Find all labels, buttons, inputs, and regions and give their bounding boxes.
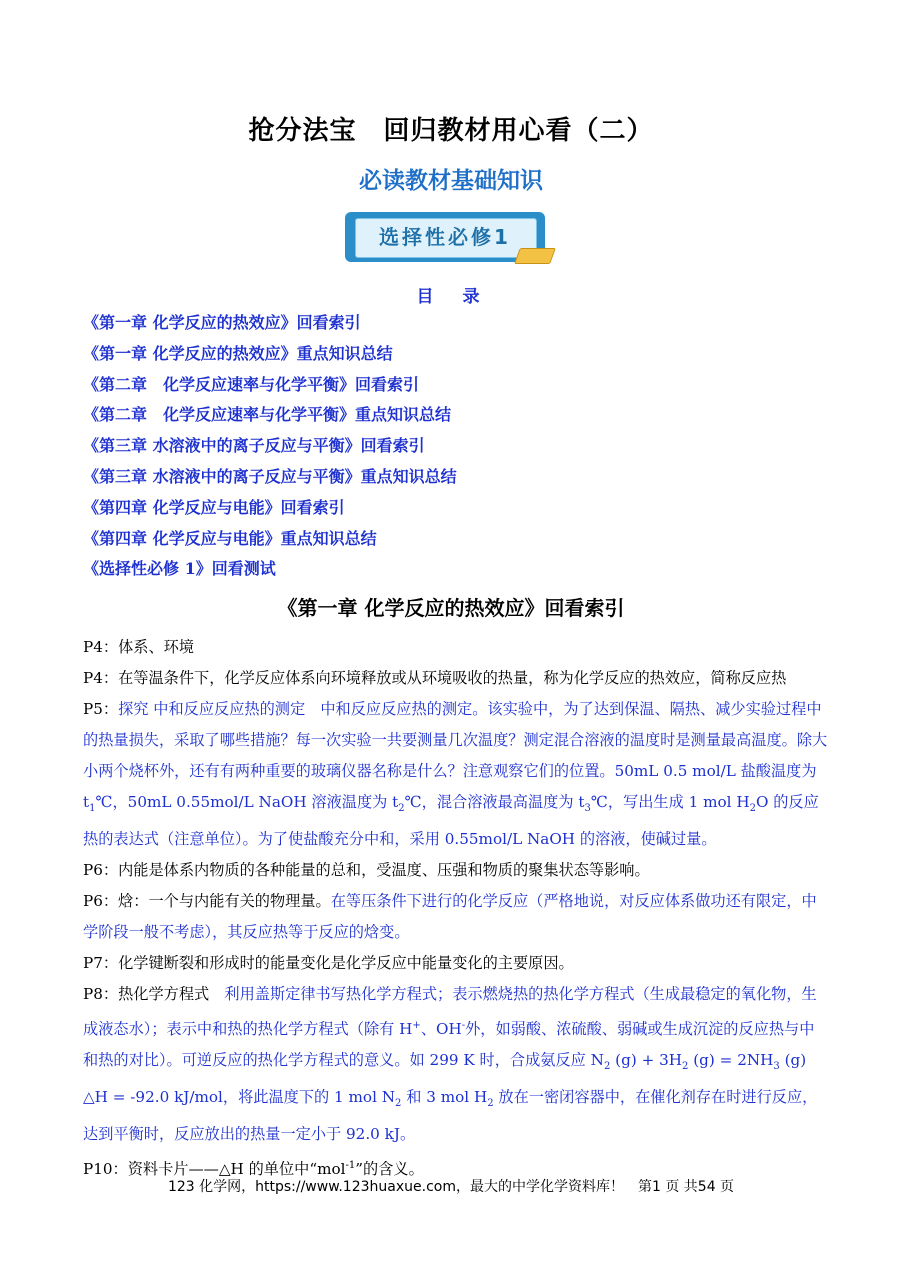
book-icon bbox=[514, 248, 556, 264]
table-of-contents bbox=[83, 312, 823, 589]
paragraph-p6-internal-energy: P6：内能是体系内物质的各种能量的总和，受温度、压强和物质的聚集状态等影响。 bbox=[83, 861, 650, 880]
paragraph-p4-system: P4：体系、环境 bbox=[83, 638, 195, 656]
toc-item-review-test[interactable]: 《选择性必修 1》回看测试 bbox=[83, 559, 276, 579]
page-subtitle: 必读教材基础知识 bbox=[359, 167, 543, 194]
section-title: 《第一章 化学反应的热效应》回看索引 bbox=[277, 596, 625, 620]
paragraph-p6-enthalpy: P6：焓：一个与内能有关的物理量。在等压条件下进行的化学反应（严格地说，对反应体系做功还有限定，中学阶段一般不考虑），其反应热等于反应的焓变。 bbox=[83, 892, 817, 942]
toc-item-ch3-summary[interactable]: 《第三章 水溶液中的离子反应与平衡》重点知识总结 bbox=[83, 466, 457, 486]
section-content bbox=[83, 632, 828, 1185]
page-title: 抢分法宝 回归教材用心看（二） bbox=[248, 116, 654, 146]
toc-item-ch2-index[interactable]: 《第二章 化学反应速率与化学平衡》回看索引 bbox=[83, 374, 420, 394]
toc-item-ch2-summary[interactable]: 《第二章 化学反应速率与化学平衡》重点知识总结 bbox=[83, 405, 452, 425]
page-footer: 123 化学网，https://www.123huaxue.com，最大的中学化学资料库！ 第1 页 共54 页 bbox=[167, 1179, 735, 1195]
section-badge bbox=[345, 212, 550, 264]
paragraph-p10-data-card: P10：资料卡片——△H 的单位中“mol$^{-1}$”的含义。 bbox=[83, 1160, 424, 1179]
paragraph-p7-bond-energy: P7：化学键断裂和形成时的能量变化是化学反应中能量变化的主要原因。 bbox=[83, 954, 574, 973]
toc-item-ch1-index[interactable]: 《第一章 化学反应的热效应》回看索引 bbox=[83, 313, 361, 332]
toc-item-ch1-summary[interactable]: 《第一章 化学反应的热效应》重点知识总结 bbox=[83, 343, 393, 363]
toc-item-ch4-summary[interactable]: 《第四章 化学反应与电能》重点知识总结 bbox=[83, 528, 377, 548]
toc-item-ch4-index[interactable]: 《第四章 化学反应与电能》回看索引 bbox=[83, 497, 345, 517]
toc-heading: 目 录 bbox=[416, 287, 486, 307]
toc-item-ch3-index[interactable]: 《第三章 水溶液中的离子反应与平衡》回看索引 bbox=[83, 436, 425, 456]
badge-label: 选择性必修1 bbox=[379, 225, 511, 249]
paragraph-p8-thermochemical: P8：热化学方程式 利用盖斯定律书写热化学方程式；表示燃烧热的热化学方程式（生成最稳定的氧化物，生成液态水）；表示中和热的热化学方程式（除有 H+、OH-外，如弱酸、浓硫酸、弱碱或生成沉淀的反应热与中和热的对比）。可逆反应的热化学方程式的意义。如 299 K 时，合成氨反应 $N_2$ $(g) + 3H_2$ $(g) = 2NH_3$ (g) △H = -92.0 kJ/mol，将此温度下的 1 mol $N_2$ 和 3 mol $H_2$ 放在一密闭容器中，在催化剂存在时进行反应，达到平衡时，反应放出的热量一定小于 92.0 kJ。 bbox=[83, 985, 818, 1144]
paragraph-p5-experiment: P5：探究 中和反应反应热的测定 中和反应反应热的测定。该实验中，为了达到保温、隔热、减少实验过程中的热量损失，采取了哪些措施？每一次实验一共要测量几次温度？测定混合溶液的温度时是测量最高温度。除大小两个烧杯外，还有有两种重要的玻璃仪器名称是什么？注意观察它们的位置。50mL 0.5 mol/L 盐酸温度为 $t_1℃$，50mL 0.55mol/L NaOH 溶液温度为 $t_2℃$，混合溶液最高温度为 $t_3℃$，写出生成 1 mol $H_2O$ 的反应热的表达式（注意单位）。为了使盐酸充分中和，采用 0.55mol/L NaOH 的溶液，使碱过量。 bbox=[83, 700, 828, 849]
paragraph-p4-heat-effect: P4：在等温条件下，化学反应体系向环境释放或从环境吸收的热量，称为化学反应的热效应，简称反应热 bbox=[83, 669, 787, 687]
